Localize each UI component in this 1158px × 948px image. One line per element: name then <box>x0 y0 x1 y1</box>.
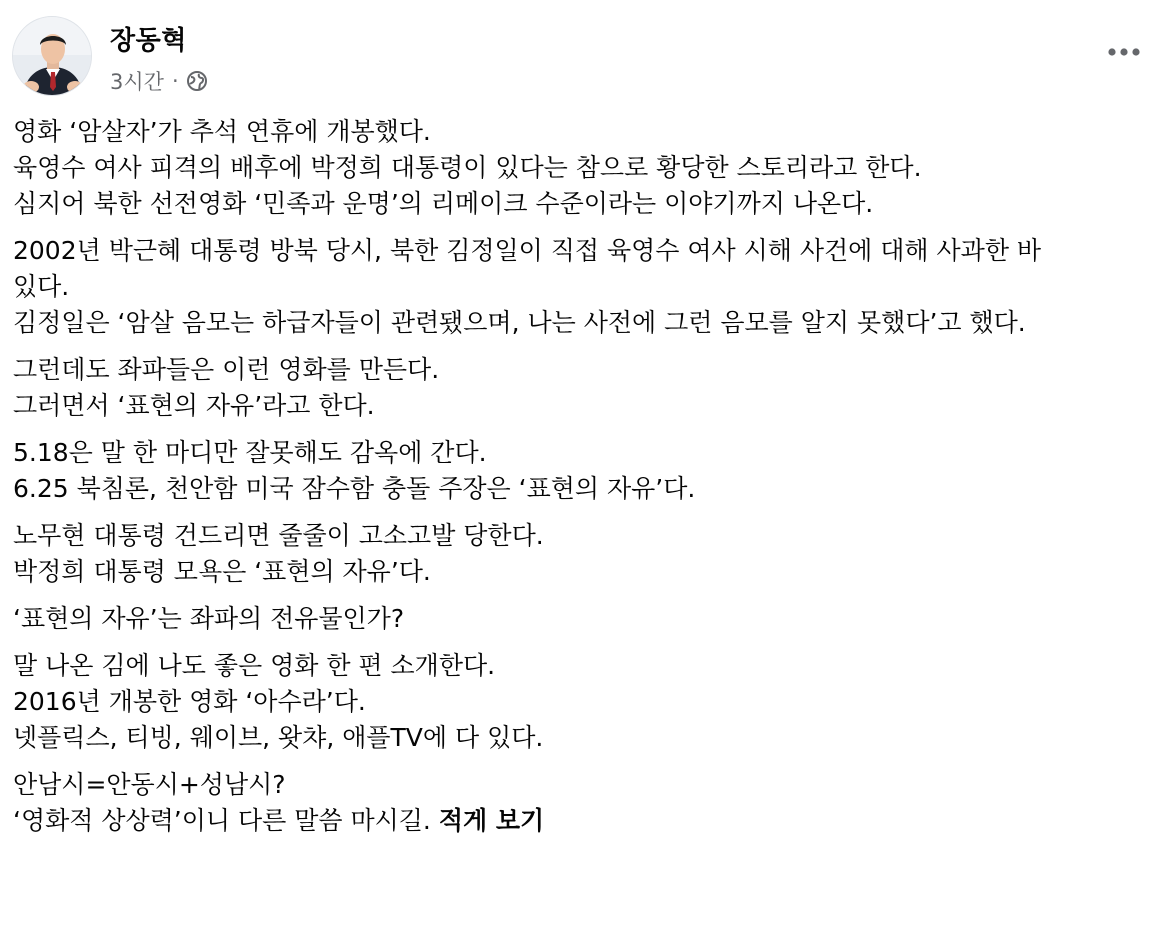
post-text-line: ‘표현의 자유’는 좌파의 전유물인가? <box>13 604 405 633</box>
post-text-line: 2016년 개봉한 영화 ‘아수라’다. <box>13 687 366 716</box>
post-header <box>12 16 1146 100</box>
post-text-line: 안남시=안동시+성남시? <box>13 770 286 799</box>
post-text-line: 말 나온 김에 나도 좋은 영화 한 편 소개한다. <box>13 651 496 680</box>
post-paragraph <box>13 518 1143 590</box>
post-text-line: 5.18은 말 한 마디만 잘못해도 감옥에 간다. <box>13 438 487 467</box>
post-text-line: 심지어 북한 선전영화 ‘민족과 운명’의 리메이크 수준이라는 이야기까지 나온다. <box>13 189 874 218</box>
post-paragraph <box>13 601 1143 637</box>
author-avatar[interactable] <box>12 16 92 96</box>
post-text-line: 박정희 대통령 모욕은 ‘표현의 자유’다. <box>13 557 431 586</box>
author-name[interactable]: 장동혁 <box>110 26 187 56</box>
meta-separator: · <box>171 69 179 93</box>
post-paragraph <box>13 233 1143 341</box>
post-paragraph <box>13 435 1143 507</box>
post-text-line: 2002년 박근혜 대통령 방북 당시, 북한 김정일이 직접 육영수 여사 시해 사건에 대해 사과한 바 <box>13 236 1042 265</box>
post-paragraph <box>13 767 1143 839</box>
globe-icon[interactable] <box>187 71 207 91</box>
post-text-line: 그러면서 ‘표현의 자유’라고 한다. <box>13 391 375 420</box>
post-body <box>13 114 1143 850</box>
post-text-line: 영화 ‘암살자’가 추석 연휴에 개봉했다. <box>13 117 431 146</box>
post-text-line: 육영수 여사 피격의 배후에 박정희 대통령이 있다는 참으로 황당한 스토리라고 한다. <box>13 153 922 182</box>
see-less-link[interactable]: 적게 보기 <box>438 806 545 835</box>
post-text-line: 그런데도 좌파들은 이런 영화를 만든다. <box>13 355 440 384</box>
more-options-icon[interactable] <box>1102 36 1146 68</box>
post-text-line: 있다. <box>13 272 70 301</box>
post-meta <box>110 66 207 96</box>
post-timestamp[interactable]: 3시간 <box>110 70 164 94</box>
post-paragraph <box>13 648 1143 756</box>
post-text-line: 넷플릭스, 티빙, 웨이브, 왓챠, 애플TV에 다 있다. <box>13 723 544 752</box>
avatar-photo <box>13 17 92 96</box>
post-text-line: 6.25 북침론, 천안함 미국 잠수함 충돌 주장은 ‘표현의 자유’다. <box>13 474 696 503</box>
post-text-line: 김정일은 ‘암살 음모는 하급자들이 관련됐으며, 나는 사전에 그런 음모를 알지 못했다’고 했다. <box>13 308 1026 337</box>
post-text-line: 노무현 대통령 건드리면 줄줄이 고소고발 당한다. <box>13 521 544 550</box>
post-text-line: ‘영화적 상상력’이니 다른 말씀 마시길. 적게 보기 <box>13 806 545 835</box>
post-paragraph <box>13 352 1143 424</box>
post-paragraph <box>13 114 1143 222</box>
